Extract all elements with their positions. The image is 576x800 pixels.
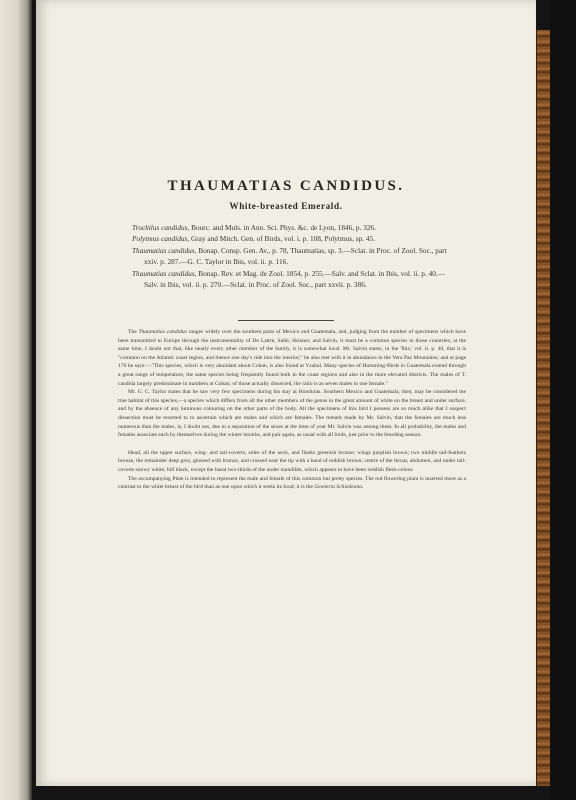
previous-page-edge [0,0,32,800]
synonym-name: Thaumatias candidus, [132,268,197,278]
section-divider [238,320,334,321]
synonym-citation: Gray and Mitch. Gen. of Birds, vol. i. p. 108, Polytmus, sp. 45. [190,234,376,244]
species-name: Thaumatias candidus [138,329,187,335]
synonym-entry [132,233,458,244]
synonym-entry [132,245,458,268]
synonym-citation: Bonap. Consp. Gen. Av., p. 78, Thaumatias, sp. 3.—Sclat. in Proc. of Zool. Soc., part xxiv. p. 287.—G. C. Taylor in Ibis, vol. ii. p. 116. [144,245,447,267]
common-name-subtitle: White-breasted Emerald. [229,201,343,211]
synonym-entry [132,222,458,233]
background-shadow [550,0,576,800]
synonym-name: Polytmus candidus, [132,234,190,244]
species-description [118,328,466,492]
paragraph-lead: The [128,329,137,335]
paragraph-text: The accompanying Plate is intended to represent the male and female of this common but pretty species. The red flowering plant is inserted more as a contrast to the white breast of the bird than as one upon which it seeks its food; it is the [118,475,466,491]
paragraph-text: Mr. G. C. Taylor states that he saw very few specimens during his stay at Honduras. Southern Mexico and Guatemala, then, may be considered the true habitat of this species,—a species which differs from all the other members of the genus in the great amount of white on the breast and under surface, and by the absence of any luminous colouring on the other parts of the body. All the specimens of this bird I possess are so much alike that I suspect dissection must be resorted to to ascertain which are males and which are females. The remark made by Mr. Salvin, that the females are much less numerous than the males, is, I doubt not, due to a separation of the sexes at the time of year Mr. Salvin was among them. In all probability, the males and females associate each by themselves during the winter months, and pair again, as usual with all birds, just prior to the breeding season. [118,389,466,439]
synonym-citation: Bonap. Rev. et Mag. de Zool. 1854, p. 255.—Salv. and Sclat. in Ibis, vol. ii. p. 40.—Salv. in Ibis, vol. ii. p. 270.—Sclat. in Proc. of Zool. Soc., part xxvii. p. 386. [144,268,446,290]
synonym-citation: Bourc. and Muls. in Ann. Sci. Phys. &c. de Lyon, 1846, p. 326. [191,223,376,232]
body-paragraph [118,328,466,388]
paragraph-text: Head, all the upper surface, wing- and tail-coverts, sides of the neck, and flanks greenish bronze; wings purplish brown; two middle tail-feathers bronze, the remainder deep grey, glossed with bronze, and crossed near the tip with a band of reddish brown; centre of the throat, abdomen, and under tail-coverts snowy white; bill black, except the basal two-thirds of the under mandible, which appears to have been reddish flesh-colour. [118,449,466,473]
body-paragraph [118,388,466,440]
species-title: THAUMATIAS CANDIDUS. [167,178,405,194]
body-paragraph [118,449,466,475]
book-binding-edge [536,30,551,786]
synonym-entry [132,268,458,291]
synonym-name: Thaumatias candidus, [132,245,197,255]
plant-name: Gesneria Schiedeana. [314,484,364,491]
synonym-name: Trochilus candidus, [132,223,190,232]
synonymy-list [132,222,458,290]
body-paragraph [118,475,466,492]
paragraph-text: ranges widely over the southern parts of Mexico and Guatemala, and, judging from the number of specimens which have been transmitted to Europe through the instrumentality of De Lattre, Sallé, Skinner, and Salvin, it must be a common species in those countries; at the same time, I doubt not that, like nearly every other member of the family, it is somewhat local. Mr. Salvin states, in the 'Ibis,' vol. ii. p. 40, that it is "common on the Atlantic coast region, and thence one day's ride into the interior;" he also met with it in abundance in the Vera Paz Mountains; and at page 170 he says:—"This species, which is very abundant about Coban, is also found at Yzabal. Many species of Humming-Birds in Guatemala extend through a great range of temperature, the same species being frequently found both in the coast regions and also in the more elevated districts. The males of T. candida largely predominate in numbers at Coban; of those actually dissected, the ratio is as seven males to one female." [118,329,466,387]
